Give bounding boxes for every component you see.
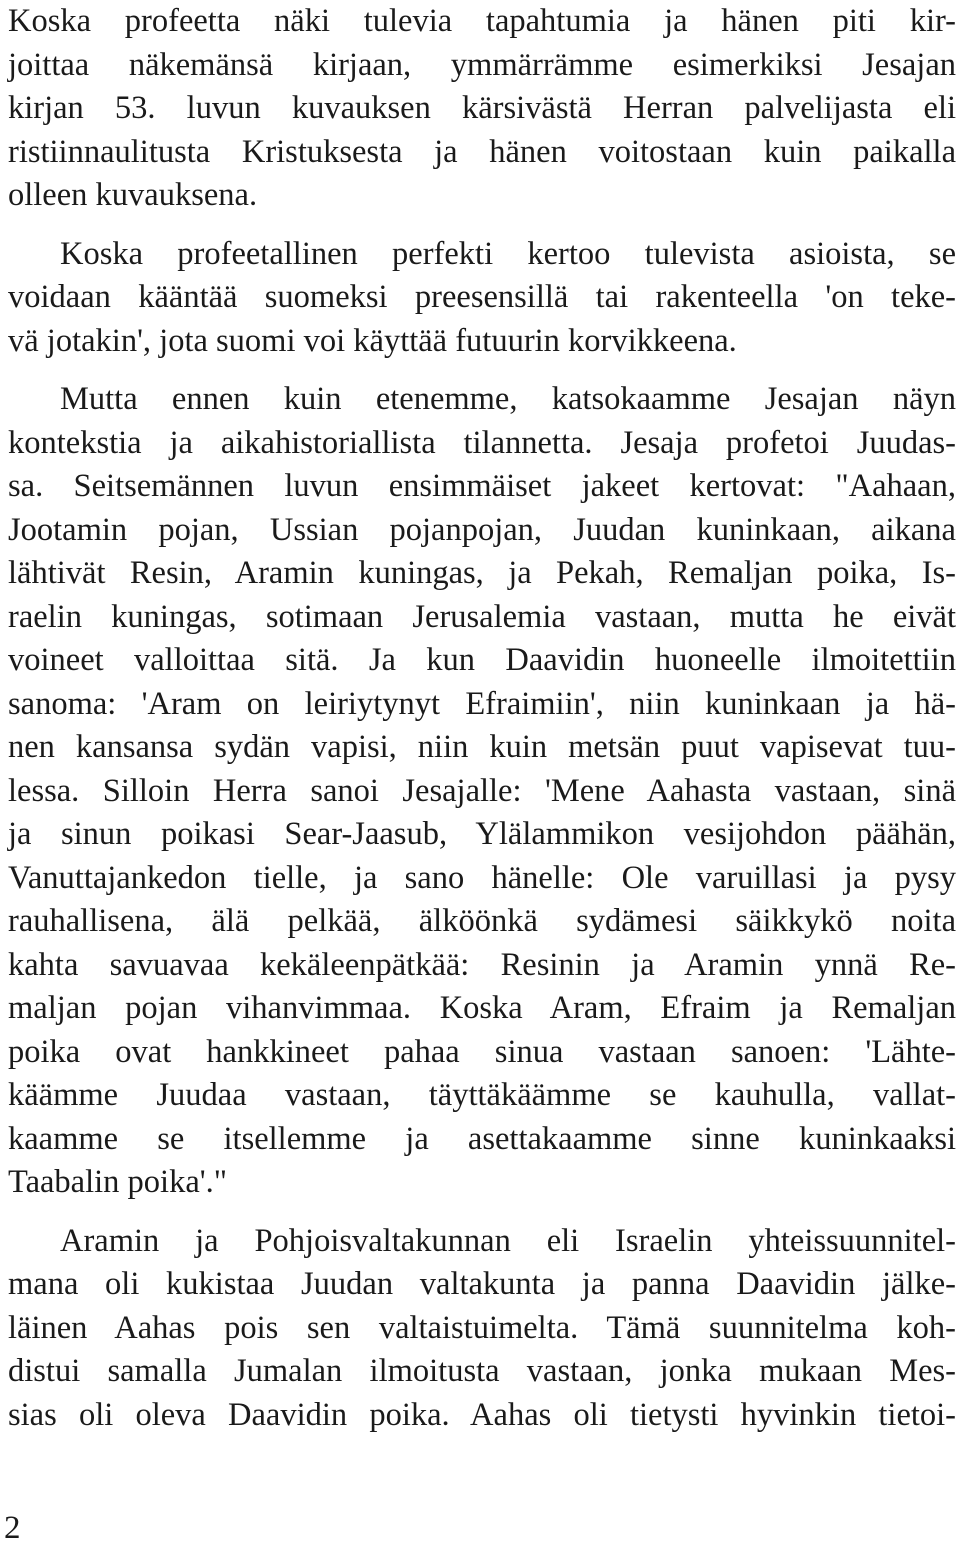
- text-line: vä jotakin', jota suomi voi käyttää futuurin korvikkeena.: [8, 322, 737, 359]
- text-line: ja sinun poikasi Sear-Jaasub, Ylälammikon vesijohdon päähän,: [8, 816, 956, 852]
- text-line: joittaa näkemänsä kirjaan, ymmärrämme esimerkiksi Jesajan: [8, 46, 956, 83]
- text-line: sias oli oleva Daavidin poika. Aahas oli tietysti hyvinkin tietoi-: [8, 1396, 956, 1433]
- text-line: olleen kuvauksena.: [8, 177, 258, 213]
- text-line: Vanuttajankedon tielle, ja sano hänelle: Ole varuillasi ja pysy: [8, 859, 956, 896]
- text-line: Aramin ja Pohjoisvaltakunnan eli Israelin yhteissuunnitel-: [60, 1222, 956, 1259]
- text-line: poika ovat hankkineet pahaa sinua vastaan sanoen: 'Lähte-: [8, 1033, 956, 1070]
- paragraph-gap: [8, 218, 956, 233]
- text-line: rauhallisena, älä pelkää, älköönkä sydämesi säikkykö noita: [8, 903, 956, 939]
- text-line: kaamme se itsellemme ja asettakaamme sinne kuninkaaksi: [8, 1120, 956, 1157]
- text-line: voineet valloittaa sitä. Ja kun Daavidin huoneelle ilmoitettiin: [8, 642, 956, 678]
- text-line: Koska profeetallinen perfekti kertoo tulevista asioista, se: [60, 235, 956, 272]
- text-line: lessa. Silloin Herra sanoi Jesajalle: 'Mene Aahasta vastaan, sinä: [8, 772, 956, 809]
- text-line: sanoma: 'Aram on leiriytynyt Efraimiin', niin kuninkaan ja hä-: [8, 685, 956, 722]
- text-line: Taabalin poika'.": [8, 1164, 227, 1200]
- paragraph-1: [8, 0, 956, 218]
- paragraph-gap: [8, 1205, 956, 1220]
- page-number: 2: [4, 1510, 21, 1546]
- text-line: raelin kuningas, sotimaan Jerusalemia vastaan, mutta he eivät: [8, 598, 956, 635]
- text-line: kahta savuavaa kekäleenpätkää: Resinin ja Aramin ynnä Re-: [8, 946, 956, 983]
- text-line: kontekstia ja aikahistoriallista tilannetta. Jesaja profetoi Juudas-: [8, 424, 956, 461]
- text-line: nen kansansa sydän vapisi, niin kuin metsän puut vapisevat tuu-: [8, 729, 956, 765]
- text-line: läinen Aahas pois sen valtaistuimelta. Tämä suunnitelma koh-: [8, 1309, 956, 1346]
- text-line: Koska profeetta näki tulevia tapahtumia ja hänen piti kir-: [8, 3, 956, 39]
- paragraph-4: [8, 1220, 956, 1438]
- paragraph-2: [8, 233, 956, 364]
- text-line: ristiinnaulitusta Kristuksesta ja hänen voitostaan kuin paikalla: [8, 133, 956, 170]
- text-line: Mutta ennen kuin etenemme, katsokaamme Jesajan näyn: [60, 381, 956, 417]
- text-line: kirjan 53. luvun kuvauksen kärsivästä Herran palvelijasta eli: [8, 90, 956, 126]
- body-text: [8, 0, 956, 1437]
- text-line: käämme Juudaa vastaan, täyttäkäämme se kauhulla, vallat-: [8, 1077, 956, 1113]
- text-line: maljan pojan vihanvimmaa. Koska Aram, Efraim ja Remaljan: [8, 990, 956, 1026]
- text-line: distui samalla Jumalan ilmoitusta vastaan, jonka mukaan Mes-: [8, 1353, 956, 1389]
- text-line: sa. Seitsemännen luvun ensimmäiset jakeet kertovat: "Aahaan,: [8, 468, 956, 504]
- text-line: mana oli kukistaa Juudan valtakunta ja panna Daavidin jälke-: [8, 1266, 956, 1302]
- text-line: Jootamin pojan, Ussian pojanpojan, Juudan kuninkaan, aikana: [8, 511, 956, 548]
- paragraph-gap: [8, 363, 956, 378]
- text-line: voidaan kääntää suomeksi preesensillä tai rakenteella 'on teke-: [8, 279, 956, 315]
- text-line: lähtivät Resin, Aramin kuningas, ja Pekah, Remaljan poika, Is-: [8, 555, 956, 591]
- paragraph-3: [8, 378, 956, 1205]
